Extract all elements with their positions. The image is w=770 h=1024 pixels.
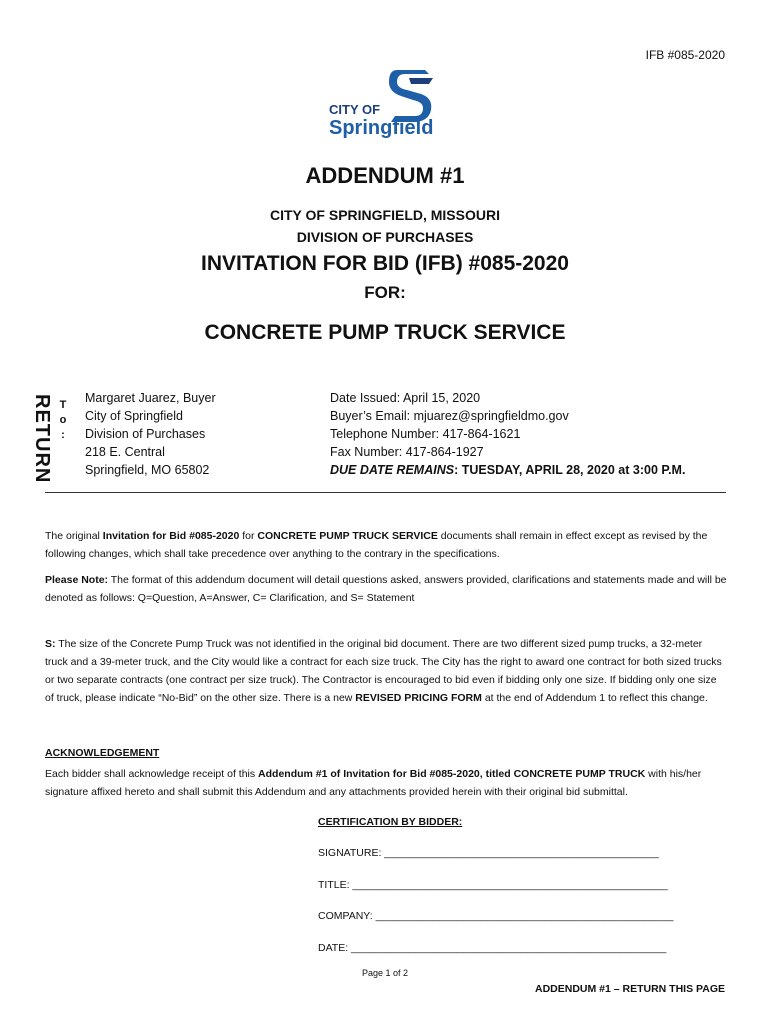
text-run: at the end of Addendum 1 to reflect this change. bbox=[481, 692, 708, 704]
text-run: Each bidder shall acknowledge receipt of this bbox=[45, 768, 259, 780]
ifb-title: INVITATION FOR BID (IFB) #085-2020 bbox=[201, 252, 569, 275]
text-run-bold: CONCRETE PUMP TRUCK SERVICE bbox=[257, 530, 438, 542]
address-line: City of Springfield bbox=[85, 409, 183, 423]
address-line: 218 E. Central bbox=[85, 445, 165, 459]
due-date bbox=[330, 461, 685, 479]
text-run-bold: S: bbox=[45, 638, 56, 650]
service-title: CONCRETE PUMP TRUCK SERVICE bbox=[204, 321, 566, 344]
logo-springfield: Springfield bbox=[329, 117, 434, 139]
acknowledgement-heading: ACKNOWLEDGEMENT bbox=[45, 747, 160, 759]
address-line: Margaret Juarez, Buyer bbox=[85, 391, 216, 405]
addendum-title: ADDENDUM #1 bbox=[305, 163, 465, 188]
to-label bbox=[58, 398, 68, 443]
return-address bbox=[85, 389, 216, 479]
city-of-springfield-logo bbox=[325, 62, 445, 142]
to-letter: : bbox=[61, 429, 65, 441]
return-label: RETURN bbox=[31, 394, 53, 484]
intro-paragraph bbox=[45, 527, 727, 563]
title-field[interactable]: TITLE: ______________________________________________________ bbox=[318, 879, 668, 891]
telephone: Telephone Number: 417-864-1621 bbox=[330, 427, 521, 441]
bid-info bbox=[330, 389, 685, 479]
logo-city-of: CITY OF bbox=[329, 102, 381, 117]
for-label: FOR: bbox=[364, 283, 406, 302]
logo-s-mark bbox=[389, 70, 433, 122]
acknowledgement-paragraph bbox=[45, 765, 727, 801]
text-run: for bbox=[239, 530, 258, 542]
to-letter: T bbox=[59, 399, 67, 411]
certification-heading: CERTIFICATION BY BIDDER: bbox=[318, 816, 463, 828]
text-run: The size of the Concrete Pump Truck was not identified in the original bid document. There are two different sized pump trucks, a 32-meter truck and a 39-meter truck, and the City would like a contract for each size truck. The City has the right to award one contract for both sized trucks or two separate contracts (one contract per size truck). The Contractor is encouraged to bid even if bidding only one size. If bidding only one size of truck, please indicate “No-Bid” on the other size. There is a new bbox=[45, 638, 722, 704]
division-line: DIVISION OF PURCHASES bbox=[296, 229, 474, 245]
please-note-paragraph bbox=[45, 571, 727, 607]
page-number: Page 1 of 2 bbox=[361, 968, 409, 978]
due-date-value: : TUESDAY, APRIL 28, 2020 at 3:00 P.M. bbox=[454, 463, 686, 477]
text-run-bold: Invitation for Bid #085-2020 bbox=[102, 530, 240, 542]
company-field[interactable]: COMPANY: ___________________________________________________ bbox=[318, 910, 674, 922]
ifb-reference: IFB #085-2020 bbox=[645, 48, 725, 62]
return-page-footer: ADDENDUM #1 – RETURN THIS PAGE bbox=[535, 983, 725, 995]
to-letter: o bbox=[59, 414, 67, 426]
city-line: CITY OF SPRINGFIELD, MISSOURI bbox=[270, 207, 500, 223]
signature-field[interactable]: SIGNATURE: _______________________________________________ bbox=[318, 847, 659, 859]
address-line: Springfield, MO 65802 bbox=[85, 463, 210, 477]
section-divider bbox=[45, 492, 726, 493]
date-field[interactable]: DATE: ______________________________________________________ bbox=[318, 942, 667, 954]
text-run-bold: Please Note: bbox=[45, 574, 109, 586]
date-issued: Date Issued: April 15, 2020 bbox=[330, 391, 481, 405]
text-run: The original bbox=[45, 530, 103, 542]
statement-paragraph bbox=[45, 635, 727, 707]
text-run-bold: Addendum #1 of Invitation for Bid #085-2020, titled CONCRETE PUMP TRUCK bbox=[258, 768, 646, 780]
text-run: documents shall remain in effect except as revised by the following changes, which shall take precedence over anything to the contrary in the specifications. bbox=[45, 530, 708, 560]
buyer-email: Buyer’s Email: mjuarez@springfieldmo.gov bbox=[330, 409, 569, 423]
fax: Fax Number: 417-864-1927 bbox=[330, 445, 484, 459]
address-line: Division of Purchases bbox=[85, 427, 206, 441]
text-run: with his/her signature affixed hereto and shall submit this Addendum and any attachments provided herein with their original bid submittal. bbox=[45, 768, 702, 798]
text-run-bold: REVISED PRICING FORM bbox=[355, 692, 482, 704]
due-date-label: DUE DATE REMAINS bbox=[330, 463, 455, 477]
text-run: The format of this addendum document will detail questions asked, answers provided, clarifications and statements made and will be denoted as follows: Q=Question, A=Answer, C= Clarification, and S= Statement bbox=[45, 574, 727, 604]
